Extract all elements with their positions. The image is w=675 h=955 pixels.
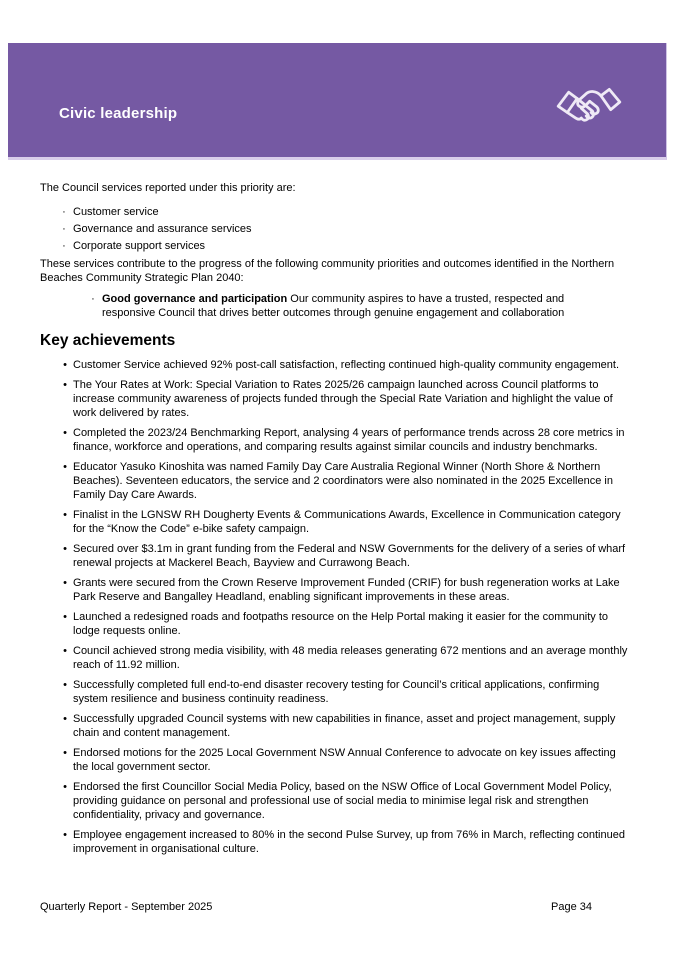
bullet-icon: • — [63, 747, 67, 759]
bullet-icon: • — [63, 713, 67, 725]
service-item-label: Corporate support services — [73, 240, 206, 252]
list-item — [40, 426, 634, 454]
bullet-icon: • — [63, 379, 67, 391]
list-item — [40, 358, 634, 372]
footer-report-title: Quarterly Report - September 2025 — [40, 901, 213, 913]
bullet-icon: • — [63, 543, 67, 555]
bullet-icon: • — [63, 781, 67, 793]
bullet-icon: • — [63, 679, 67, 691]
list-item — [40, 828, 634, 856]
priority-banner — [8, 43, 667, 160]
strategic-priority-description: Our community aspires to have a trusted, respected and responsive Council that drives better outcomes through genuine engagement and collaboration — [102, 293, 565, 319]
service-item-label: Governance and assurance services — [73, 223, 252, 235]
list-item — [40, 576, 634, 604]
achievement-text: Council achieved strong media visibility, with 48 media releases generating 672 mentions and an average monthly reach of 11.92 million. — [73, 645, 628, 671]
list-item — [40, 712, 634, 740]
page-footer — [40, 901, 592, 913]
achievement-text: Secured over $3.1m in grant funding from the Federal and NSW Governments for the delivery of a series of wharf renewal projects at Mackerel Beach, Bayview and Currawong Beach. — [73, 543, 626, 569]
achievement-text: Launched a redesigned roads and footpaths resource on the Help Portal making it easier for the community to lodge requests online. — [73, 611, 609, 637]
bullet-icon: • — [63, 577, 67, 589]
achievement-text: Educator Yasuko Kinoshita was named Family Day Care Australia Regional Winner (North Shore & Northern Beaches). Seventeen educators, the service and 2 coordinators were also nominated in the 2025 Excellence in Family Day Care Awards. — [73, 461, 613, 501]
bullet-icon: • — [63, 611, 67, 623]
list-item — [40, 678, 634, 706]
achievement-text: Finalist in the LGNSW RH Dougherty Events & Communications Awards, Excellence in Communication category for the “Know the Code” e-bike safety campaign. — [73, 509, 621, 535]
intro-contribute: These services contribute to the progress of the following community priorities and outcomes identified in the Northern Beaches Community Strategic Plan 2040: — [40, 258, 615, 284]
bullet-icon: • — [63, 359, 67, 371]
bullet-icon: • — [63, 461, 67, 473]
list-item — [40, 460, 634, 502]
achievement-text: Endorsed motions for the 2025 Local Government NSW Annual Conference to advocate on key issues affecting the local government sector. — [73, 747, 616, 773]
page-title: Civic leadership — [59, 105, 178, 122]
achievement-text: Customer Service achieved 92% post-call satisfaction, reflecting continued high-quality community engagement. — [73, 359, 620, 371]
bullet-icon: · — [91, 293, 95, 305]
achievement-text: Successfully upgraded Council systems with new capabilities in finance, asset and project management, supply chain and content management. — [73, 713, 616, 739]
list-item — [40, 378, 634, 420]
service-item-label: Customer service — [73, 206, 159, 218]
strategic-priority-item — [40, 292, 634, 320]
list-item — [40, 542, 634, 570]
bullet-icon: • — [63, 645, 67, 657]
footer-page-number: Page 34 — [551, 901, 592, 913]
list-item — [40, 222, 634, 236]
list-item — [40, 239, 634, 253]
achievement-text: The Your Rates at Work: Special Variation to Rates 2025/26 campaign launched across Council platforms to increase community awareness of projects funded through the Special Rate Variation and highlight the value of work delivered by rates. — [73, 379, 613, 419]
bullet-icon: · — [62, 206, 66, 218]
list-item — [40, 644, 634, 672]
page-body — [40, 181, 634, 862]
list-item — [40, 610, 634, 638]
strategic-priority-label: Good governance and participation — [102, 293, 288, 305]
bullet-icon: · — [62, 223, 66, 235]
bullet-icon: · — [62, 240, 66, 252]
list-item — [40, 780, 634, 822]
achievement-text: Employee engagement increased to 80% in the second Pulse Survey, up from 76% in March, reflecting continued improvement in organisational culture. — [73, 829, 625, 855]
list-item — [40, 205, 634, 219]
section-heading-key-achievements: Key achievements — [40, 332, 176, 349]
list-item — [40, 508, 634, 536]
achievement-text: Successfully completed full end-to-end disaster recovery testing for Council’s critical applications, confirming system resilience and business continuity readiness. — [73, 679, 600, 705]
strategic-priority-text — [102, 292, 634, 320]
list-item — [40, 746, 634, 774]
achievement-text: Completed the 2023/24 Benchmarking Report, analysing 4 years of performance trends across 28 core metrics in finance, workforce and operations, and comparing results against similar councils and industry benchmarks. — [73, 427, 625, 453]
intro-lead: The Council services reported under this priority are: — [40, 182, 296, 194]
bullet-icon: • — [63, 509, 67, 521]
bullet-icon: • — [63, 829, 67, 841]
handshake-icon — [554, 79, 624, 139]
achievement-text: Grants were secured from the Crown Reserve Improvement Funded (CRIF) for bush regeneration works at Lake Park Reserve and Bangalley Headland, enabling significant improvements in these areas. — [73, 577, 620, 603]
bullet-icon: • — [63, 427, 67, 439]
achievement-text: Endorsed the first Councillor Social Media Policy, based on the NSW Office of Local Government Model Policy, providing guidance on personal and professional use of social media to minimise legal risk and strengthen confidentiality, privacy and governance. — [73, 781, 612, 821]
